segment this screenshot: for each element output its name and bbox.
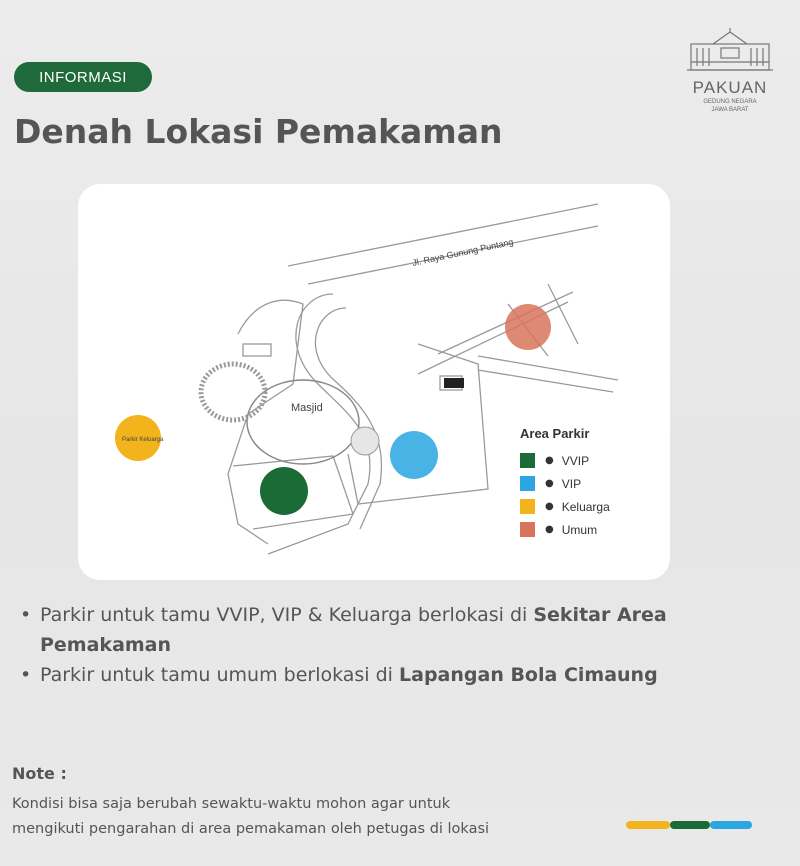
masjid-dome (201, 364, 265, 420)
legend-swatch-umum (520, 522, 535, 537)
legend-item (520, 495, 640, 518)
info-text: Parkir untuk tamu VVIP, VIP & Keluarga berlokasi di (40, 604, 534, 626)
pakuan-logo (680, 26, 780, 114)
legend-item (520, 449, 640, 472)
legend-item (520, 472, 640, 495)
info-text: Parkir untuk tamu umum berlokasi di (40, 664, 400, 686)
keluarga-spot-label: Parkir Keluarga (122, 437, 164, 443)
logo-subtitle-2: JAWA BARAT (711, 107, 749, 113)
legend-label: Umum (561, 522, 598, 537)
masjid-label: Masjid (291, 402, 323, 414)
note-line: mengikuti pengarahan di area pemakaman oleh petugas di lokasi (12, 821, 490, 837)
legend-label: VIP (561, 476, 582, 491)
parking-vip (390, 431, 438, 479)
note-line: Kondisi bisa saja berubah sewaktu-waktu mohon agar untuk (12, 796, 451, 812)
logo-name: PAKUAN (692, 78, 768, 97)
note-title: Note : (12, 764, 67, 783)
legend-bullet: ● (545, 455, 554, 466)
legend-bullet: ● (545, 478, 554, 489)
legend-label: VVIP (561, 453, 590, 468)
access-road-inner (315, 308, 381, 529)
black-building (444, 378, 464, 388)
lower-road (478, 356, 618, 392)
decor-bar-blue (710, 821, 752, 829)
building (243, 344, 271, 356)
legend-label: Keluarga (561, 499, 610, 514)
location-map (78, 184, 670, 580)
note-text (12, 792, 652, 842)
bullet-icon: • (20, 664, 32, 686)
parking-umum (505, 304, 551, 350)
main-road (288, 204, 598, 284)
parking-vvip (260, 467, 308, 515)
roundabout (351, 427, 379, 455)
legend-bullet: ● (545, 524, 554, 535)
page-title: Denah Lokasi Pemakaman (14, 112, 503, 151)
info-item-umum (20, 660, 760, 690)
decor-bar-green (670, 821, 710, 829)
parking-legend (520, 426, 640, 541)
info-location: Sekitar Area Pemakaman (40, 604, 667, 656)
info-item-vip (20, 600, 760, 660)
legend-title: Area Parkir (520, 426, 590, 441)
legend-swatch-keluarga (520, 499, 535, 514)
road-label: Jl. Raya Gunung Puntang (411, 236, 515, 268)
access-road (268, 294, 370, 554)
info-list (20, 600, 760, 690)
legend-bullet: ● (545, 501, 554, 512)
bullet-icon: • (20, 604, 32, 626)
legend-swatch-vip (520, 476, 535, 491)
building-icon (685, 26, 775, 72)
info-location: Lapangan Bola Cimaung (399, 664, 658, 686)
legend-item (520, 518, 640, 541)
category-badge: INFORMASI (14, 62, 152, 92)
decor-bar-yellow (626, 821, 670, 829)
logo-subtitle-1: GEDUNG NEGARA (703, 99, 757, 105)
legend-swatch-vvip (520, 453, 535, 468)
